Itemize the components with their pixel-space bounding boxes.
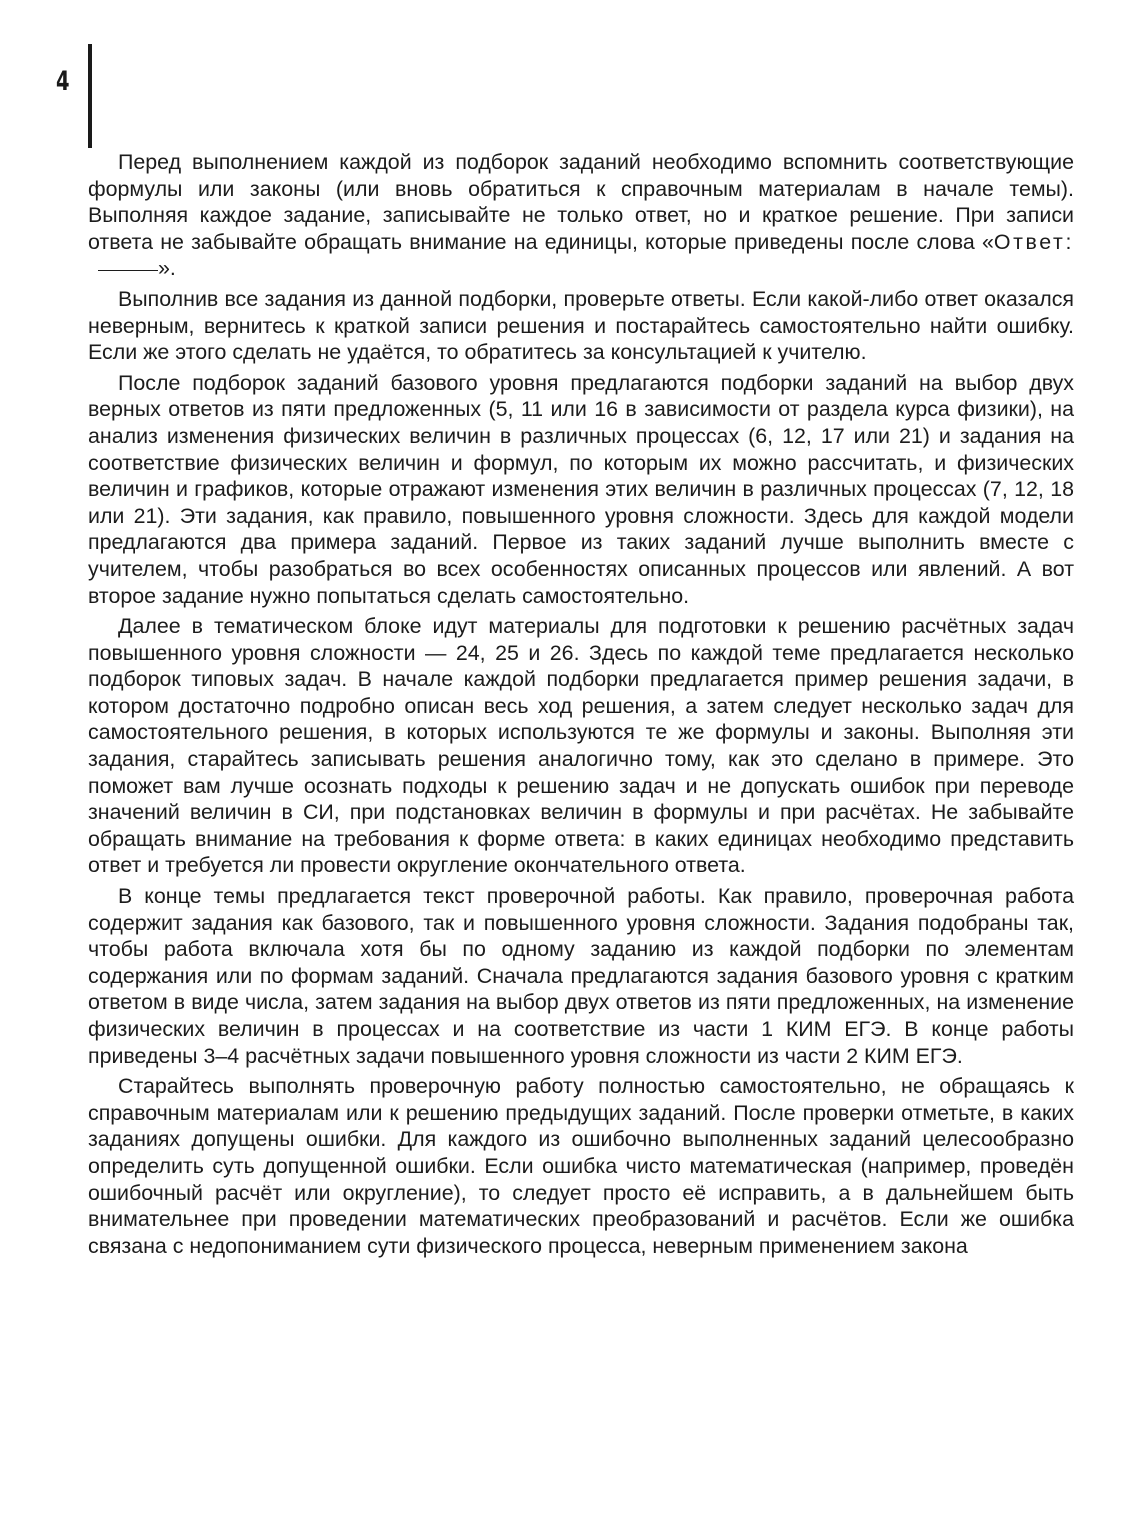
paragraph-1-text: Перед выполнением каждой из подборок заданий необходимо вспомнить соответствующие формулы или законы (или вновь обратиться к справочным материалам в начале темы). Выполняя каждое задание, записывайте не только ответ, но и краткое решение. При записи ответа не забывайте обращать внимание на единицы, которые приведены после слова « [88, 150, 1074, 254]
paragraph-3: После подборок заданий базового уровня предлагаются подборки заданий на выбор двух верных ответов из пяти предложенных (5, 11 или 16 в зависимости от раздела курса физики), на анализ изменения физических величин в различных процессах (6, 12, 17 или 21) и задания на соответствие физических величин и формул, по которым их можно рассчитать, и физических величин и графиков, которые отражают изменения этих величин в различных процессах (7, 12, 18 или 21). Эти задания, как правило, повышенного уровня сложности. Здесь для каждой модели предлагаются два примера заданий. Первое из таких заданий лучше выполнить вместе с учителем, чтобы разобраться во всех особенностях описанных процессов или явлений. А вот второе задание нужно попытаться сделать самостоятельно. [88, 370, 1074, 608]
margin-rule [88, 44, 92, 148]
paragraph-1 [88, 149, 1074, 282]
body-text [88, 149, 1074, 1259]
paragraph-6: Старайтесь выполнять проверочную работу полностью самостоятельно, не обращаясь к справочным материалам или к решению предыдущих заданий. После проверки отметьте, в каких заданиях допущены ошибки. Для каждого из ошибочно выполненных заданий целесообразно определить суть допущенной ошибки. Если ошибка чисто математическая (например, проведён ошибочный расчёт или округление), то следует просто её исправить, а в дальнейшем быть внимательнее при проведении математических преобразований и расчётов. Если же ошибка связана с недопониманием сути физического процесса, неверным применением закона [88, 1074, 1074, 1258]
answer-word: Ответ: [993, 229, 1074, 254]
page-number: 4 [56, 66, 70, 97]
paragraph-5: В конце темы предлагается текст проверочной работы. Как правило, проверочная работа содержит задания как базового, так и повышенного уровня сложности. Задания подобраны так, чтобы работа включала хотя бы по одному заданию из каждой подборки по элементам содержания или по формам заданий. Сначала предлагаются задания базового уровня с кратким ответом в виде числа, затем задания на выбор двух ответов из пяти предложенных, на изменение физических величин в процессах и на соответствие из части 1 КИМ ЕГЭ. В конце работы приведены 3–4 расчётных задачи повышенного уровня сложности из части 2 КИМ ЕГЭ. [88, 884, 1074, 1068]
paragraph-1-end: ». [158, 256, 176, 281]
paragraph-2: Выполнив все задания из данной подборки, проверьте ответы. Если какой-либо ответ оказался неверным, вернитесь к краткой записи решения и постарайтесь самостоятельно найти ошибку. Если же этого сделать не удаётся, то обратитесь за консультацией к учителю. [88, 286, 1074, 365]
paragraph-4: Далее в тематическом блоке идут материалы для подготовки к решению расчётных задач повышенного уровня сложности — 24, 25 и 26. Здесь по каждой теме предлагается несколько подборок типовых задач. В начале каждой подборки предлагается пример решения задачи, в котором достаточно подробно описан весь ход решения, а затем следует несколько задач для самостоятельного решения, в которых используются те же формулы и законы. Выполняя эти задания, старайтесь записывать решения аналогично тому, как это сделано в примере. Это поможет вам лучше осознать подходы к решению задач и не допускать ошибок при переводе значений величин в СИ, при подстановках величин в формулы и при расчётах. Не забывайте обращать внимание на требования к форме ответа: в каких единицах необходимо представить ответ и требуется ли провести округление окончательного ответа. [88, 614, 1074, 878]
answer-blank-line [98, 270, 158, 271]
